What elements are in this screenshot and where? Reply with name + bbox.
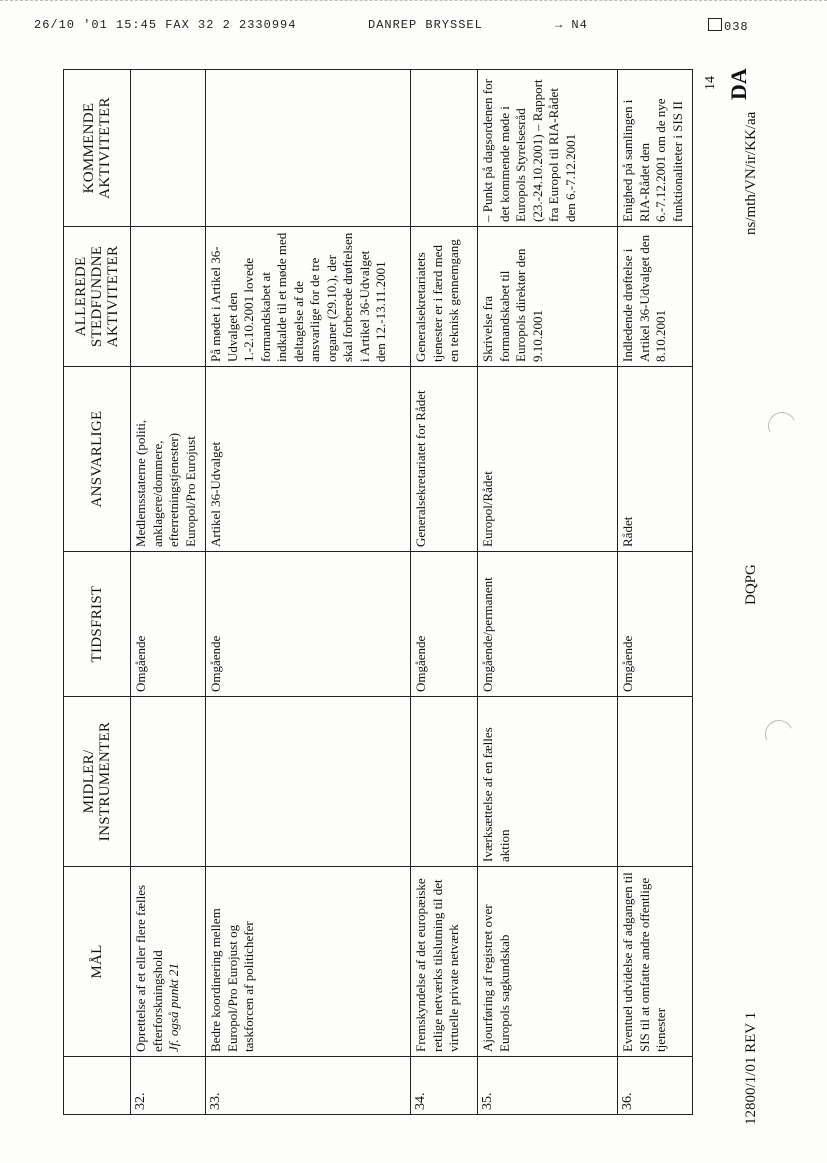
cell-tidsfrist: Omgående/permanent <box>478 552 618 697</box>
cell-kommende <box>131 70 206 227</box>
col-header-maal: MÅL <box>64 867 131 1057</box>
author-initials: ns/mth/VN/ir/KK/aa <box>743 111 759 235</box>
col-header-ansvarlige: ANSVARLIGE <box>64 367 131 552</box>
cell-kommende: – Punkt på dagsordenen for det kommende møde i Europols Styrelsesråd (23.-24.10.2001) – Rapport fra Europol til RIA-Rådet den 6.-7.12.2001 <box>478 70 618 227</box>
row-number: 36. <box>618 1057 693 1115</box>
language-code: DA <box>726 68 751 100</box>
fax-header <box>0 0 827 34</box>
maal-note: Jf. også punkt 21 <box>166 963 181 1052</box>
cell-tidsfrist: Omgående <box>131 552 206 697</box>
col-header-midler: MIDLER/ INSTRUMENTER <box>64 697 131 867</box>
document-reference: 12800/1/01 REV 1 <box>743 1011 759 1125</box>
cell-allerede: Skrivelse fra formandskabet til Europols direktør den 9.10.2001 <box>478 227 618 367</box>
fax-arrow-n: → N4 <box>555 18 588 32</box>
cell-allerede: Indledende drøftelse i Artikel 36-Udvalget den 8.10.2001 <box>618 227 693 367</box>
row-number: 34. <box>411 1057 478 1115</box>
table-row <box>131 70 206 1115</box>
cell-midler <box>131 697 206 867</box>
cell-maal: Ajourføring af registret over Europols sagkundskab <box>478 867 618 1057</box>
row-number: 33. <box>206 1057 411 1115</box>
row-number: 35. <box>478 1057 618 1115</box>
maal-text: Oprettelse af et eller flere fælles efterforskningshold <box>133 884 165 1052</box>
table-row <box>618 70 693 1115</box>
cell-ansvarlige: Europol/Rådet <box>478 367 618 552</box>
fax-sender: DANREP BRYSSEL <box>368 18 483 32</box>
col-header-num <box>64 1057 131 1115</box>
cell-kommende <box>411 70 478 227</box>
fax-datetime: 26/10 '01 15:45 FAX 32 2 2330994 <box>34 18 297 32</box>
department-code: DQPG <box>743 564 759 605</box>
col-header-tidsfrist: TIDSFRIST <box>64 552 131 697</box>
cell-midler <box>411 697 478 867</box>
table-header-row <box>64 70 131 1115</box>
table-row <box>411 70 478 1115</box>
action-table <box>63 69 693 1115</box>
cell-ansvarlige: Rådet <box>618 367 693 552</box>
page-number: 14 <box>703 76 718 90</box>
cell-kommende <box>206 70 411 227</box>
cell-allerede: På mødet i Artikel 36-Udvalget den 1.-2.10.2001 lovede formandskabet at indkalde til et møde med deltagelse af de ansvarlige for de tre organer (29.10.), der skal forberede drøftelsen i Artikel 36-Udvalget den 12.-13.11.2001 <box>206 227 411 367</box>
fax-page-code <box>708 18 749 34</box>
cell-allerede: Generalsekretariatets tjenester er i færd med en teknisk gennemgang <box>411 227 478 367</box>
cell-tidsfrist: Omgående <box>411 552 478 697</box>
fax-page-icon <box>708 18 722 31</box>
cell-ansvarlige: Artikel 36-Udvalget <box>206 367 411 552</box>
cell-midler <box>618 697 693 867</box>
cell-kommende: Enighed på samlingen i RIA-Rådet den 6.-7.12.2001 om de nye funktionaliteter i SIS II <box>618 70 693 227</box>
cell-maal <box>131 867 206 1057</box>
fax-top-rule <box>0 0 827 1</box>
col-header-allerede: ALLEREDE STEDFUNDNE AKTIVITETER <box>64 227 131 367</box>
cell-maal: Eventuel udvidelse af adgangen til SIS til at omfatte andre offentlige tjenester <box>618 867 693 1057</box>
cell-ansvarlige: Medlemsstaterne (politi, anklagere/dommere, efterretningstjenester) Europol/Pro Eurojust <box>131 367 206 552</box>
cell-tidsfrist: Omgående <box>618 552 693 697</box>
punch-hole-mark <box>764 408 800 444</box>
cell-allerede <box>131 227 206 367</box>
table-row <box>478 70 618 1115</box>
col-header-kommende: KOMMENDE AKTIVITETER <box>64 70 131 227</box>
table-row <box>206 70 411 1115</box>
row-number: 32. <box>131 1057 206 1115</box>
cell-maal: Bedre koordinering mellem Europol/Pro Eurojust og taskforcen af politichefer <box>206 867 411 1057</box>
fax-page-code-text: 038 <box>724 20 749 34</box>
cell-midler <box>206 697 411 867</box>
cell-ansvarlige: Generalsekretariatet for Rådet <box>411 367 478 552</box>
cell-maal: Fremskyndelse af det europæiske retlige netværks tilslutning til det virtuelle private netværk <box>411 867 478 1057</box>
cell-tidsfrist: Omgående <box>206 552 411 697</box>
cell-midler: Iværksættelse af en fælles aktion <box>478 697 618 867</box>
rotated-page <box>38 65 768 1125</box>
